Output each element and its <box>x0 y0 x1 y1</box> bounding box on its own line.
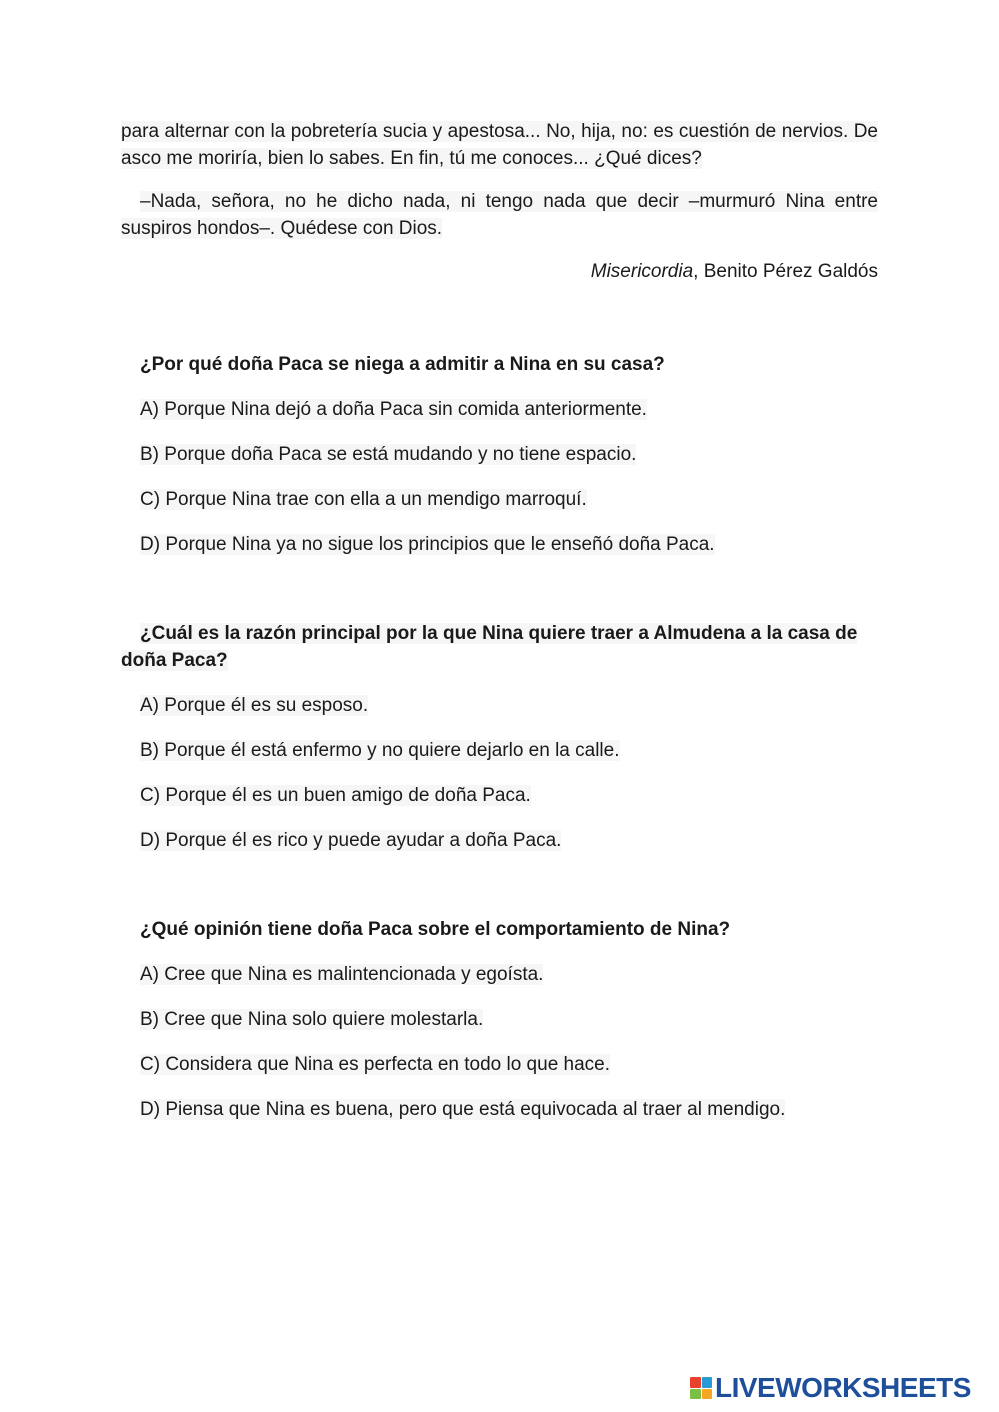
question-block <box>121 916 878 1123</box>
answer-option[interactable]: B) Porque doña Paca se está mudando y no tiene espacio. <box>140 444 637 465</box>
logo-text: LIVEWORKSHEETS <box>715 1372 971 1403</box>
source-attribution <box>121 258 878 285</box>
question-block <box>121 620 878 854</box>
worksheet-page <box>121 118 878 1141</box>
liveworksheets-logo <box>690 1374 971 1402</box>
liveworksheets-logo-icon <box>690 1377 712 1399</box>
passage-paragraph <box>121 118 878 172</box>
answer-option[interactable]: C) Considera que Nina es perfecta en todo lo que hace. <box>140 1054 611 1075</box>
answer-option[interactable]: D) Porque Nina ya no sigue los principios que le enseñó doña Paca. <box>140 534 715 555</box>
question-block <box>121 351 878 558</box>
answer-option[interactable]: A) Porque Nina dejó a doña Paca sin comida anteriormente. <box>140 399 647 420</box>
author-name: , Benito Pérez Galdós <box>693 261 878 282</box>
question-title: ¿Por qué doña Paca se niega a admitir a Nina en su casa? <box>140 354 665 375</box>
answer-option[interactable]: B) Cree que Nina solo quiere molestarla. <box>140 1009 484 1030</box>
passage-paragraph <box>121 188 878 242</box>
answer-option[interactable]: D) Piensa que Nina es buena, pero que está equivocada al traer al mendigo. <box>140 1099 786 1120</box>
answer-option[interactable]: A) Porque él es su esposo. <box>140 695 369 716</box>
answer-option[interactable]: A) Cree que Nina es malintencionada y egoísta. <box>140 964 544 985</box>
answer-option[interactable]: D) Porque él es rico y puede ayudar a doña Paca. <box>140 830 562 851</box>
passage-text: –Nada, señora, no he dicho nada, ni tengo nada que decir –murmuró Nina entre suspiros hondos–. Quédese con Dios. <box>121 191 878 239</box>
answer-option[interactable]: B) Porque él está enfermo y no quiere dejarlo en la calle. <box>140 740 620 761</box>
question-title: ¿Cuál es la razón principal por la que Nina quiere traer a Almudena a la casa de doña Paca? <box>121 623 858 671</box>
passage-text: para alternar con la pobretería sucia y apestosa... No, hija, no: es cuestión de nervios. De asco me moriría, bien lo sabes. En fin, tú me conoces... ¿Qué dices? <box>121 121 878 169</box>
answer-option[interactable]: C) Porque él es un buen amigo de doña Paca. <box>140 785 531 806</box>
question-title: ¿Qué opinión tiene doña Paca sobre el comportamiento de Nina? <box>140 919 731 940</box>
work-title: Misericordia <box>590 261 694 282</box>
answer-option[interactable]: C) Porque Nina trae con ella a un mendigo marroquí. <box>140 489 587 510</box>
